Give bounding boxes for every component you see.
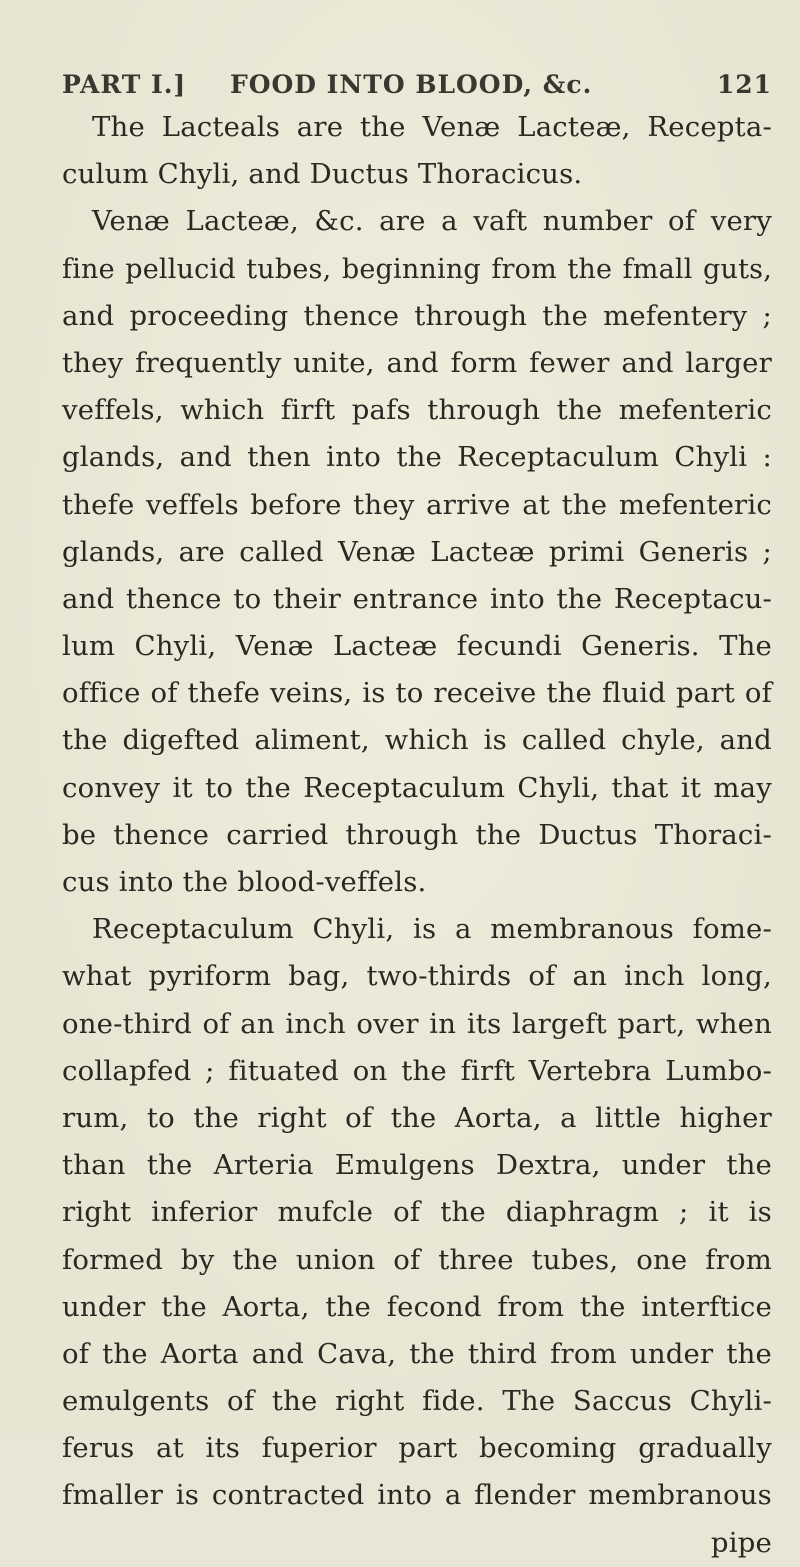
- text-line: cus into the blood-veffels.: [62, 866, 427, 898]
- text-line: convey it to the Receptaculum Chyli, that it may: [62, 771, 772, 804]
- text-line: office of thefe veins, is to receive the fluid part of: [62, 677, 772, 710]
- text-line: of the Aorta and Cava, the third from under the: [62, 1337, 772, 1370]
- text-line: emulgents of the right fide. The Saccus Chyli-: [62, 1385, 772, 1418]
- text-line: culum Chyli, and Ductus Thoracicus.: [62, 158, 583, 191]
- body-text: [62, 104, 772, 1567]
- text-line: formed by the union of three tubes, one from: [62, 1243, 772, 1276]
- text-line: pipe: [710, 1526, 772, 1559]
- text-line: The Lacteals are the Venæ Lacteæ, Recepta-: [92, 111, 772, 143]
- text-line: glands, are called Venæ Lacteæ primi Generis ;: [62, 535, 772, 568]
- text-line: and thence to their entrance into the Receptacu-: [62, 582, 772, 615]
- text-line: they frequently unite, and form fewer and larger: [62, 346, 772, 379]
- running-head: [62, 70, 772, 104]
- text-line: Receptaculum Chyli, is a membranous fome-: [92, 913, 772, 946]
- text-line: what pyriform bag, two-thirds of an inch long,: [62, 960, 772, 993]
- text-line: fmaller is contracted into a flender membranous: [62, 1479, 772, 1512]
- running-head-part: PART I.]: [62, 70, 187, 99]
- text-line: ferus at its fuperior part becoming gradually: [62, 1432, 772, 1465]
- text-line: fine pellucid tubes, beginning from the fmall guts,: [62, 253, 772, 285]
- text-line: right inferior mufcle of the diaphragm ; it is: [62, 1196, 772, 1229]
- running-head-title: FOOD INTO BLOOD, &c.: [230, 70, 593, 99]
- text-line: veffels, which firft pafs through the mefenteric: [62, 394, 772, 427]
- text-line: glands, and then into the Receptaculum Chyli :: [62, 441, 772, 474]
- text-line: the digefted aliment, which is called chyle, and: [62, 724, 772, 757]
- text-line: lum Chyli, Venæ Lacteæ fecundi Generis. The: [62, 630, 772, 663]
- text-line: under the Aorta, the fecond from the interftice: [62, 1290, 772, 1323]
- text-line: one-third of an inch over in its largeft part, when: [62, 1007, 772, 1040]
- page-number: 121: [716, 70, 772, 99]
- text-line: and proceeding thence through the mefentery ;: [62, 299, 772, 332]
- text-line: rum, to the right of the Aorta, a little higher: [62, 1101, 772, 1134]
- text-line: Venæ Lacteæ, &c. are a vaft number of very: [92, 205, 772, 238]
- text-line: than the Arteria Emulgens Dextra, under the: [62, 1149, 772, 1182]
- text-line: collapfed ; fituated on the firft Vertebra Lumbo-: [62, 1054, 772, 1087]
- text-line: be thence carried through the Ductus Thoraci-: [62, 818, 772, 851]
- text-line: thefe veffels before they arrive at the mefenteric: [62, 488, 772, 521]
